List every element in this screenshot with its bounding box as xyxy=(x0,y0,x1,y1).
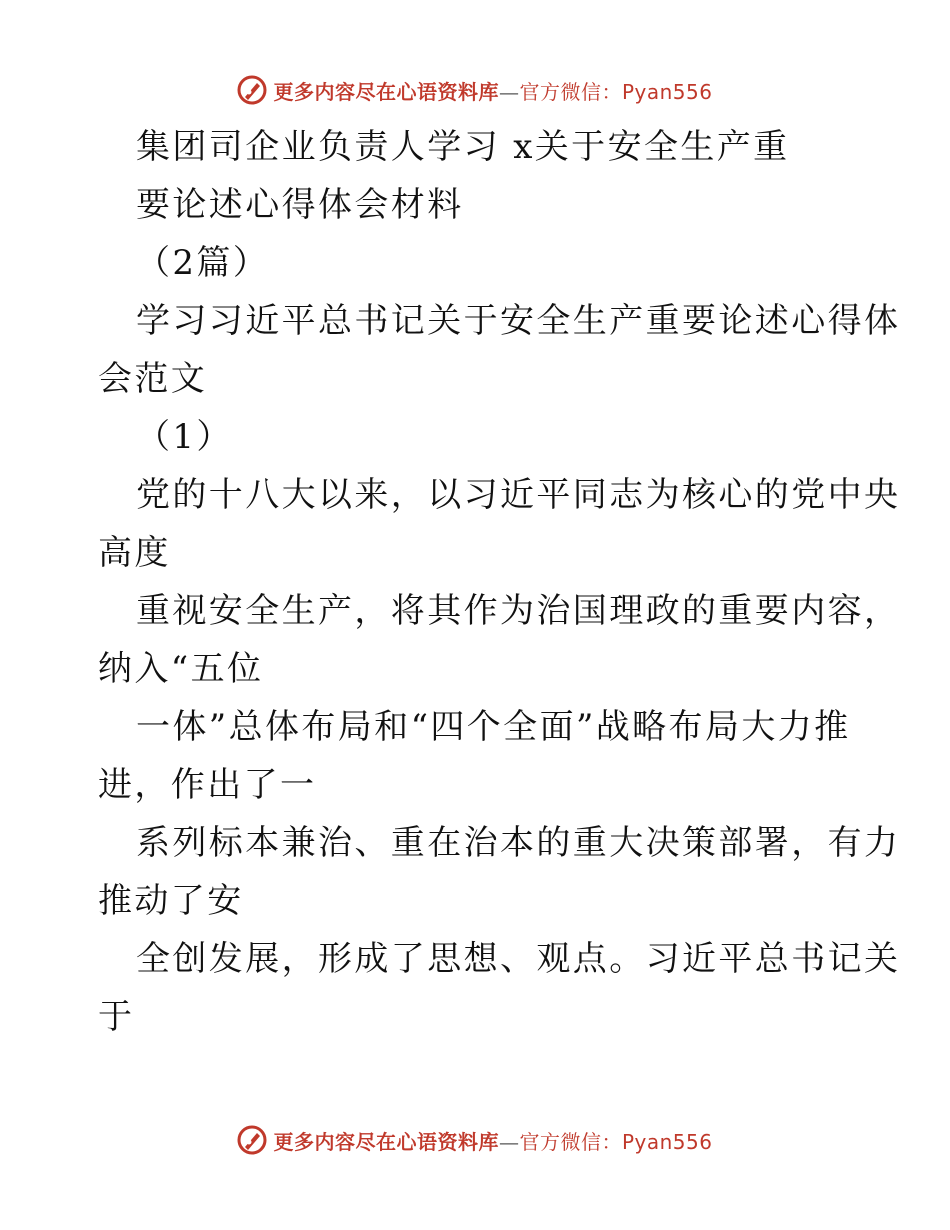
footer-watermark xyxy=(0,1120,950,1160)
section-heading-line-2: 会范文 xyxy=(98,359,208,399)
watermark-text: 更多内容尽在心语资料库—官方微信：Pyan556 xyxy=(273,79,713,104)
pen-logo-icon xyxy=(237,75,267,105)
paragraph-line: 一体”总体布局和“四个全面”战略布局大力推 xyxy=(136,707,851,747)
paragraph-line: 推动了安 xyxy=(98,881,244,921)
watermark-text: 更多内容尽在心语资料库—官方微信：Pyan556 xyxy=(273,1129,713,1154)
document-body xyxy=(98,118,901,1046)
paragraph-line: 进，作出了一 xyxy=(98,765,317,805)
pen-logo-icon xyxy=(237,1125,267,1155)
section-number: （1） xyxy=(136,417,233,457)
title-count: （2篇） xyxy=(136,243,270,283)
paragraph-line: 全创发展，形成了思想、观点。习近平总书记关 xyxy=(136,939,901,979)
title-line-1: 集团司企业负责人学习 x关于安全生产重 xyxy=(136,127,790,167)
paragraph-line: 于 xyxy=(98,997,135,1037)
section-heading-line-1: 学习习近平总书记关于安全生产重要论述心得体 xyxy=(136,301,901,341)
paragraph-line: 重视安全生产，将其作为治国理政的重要内容， xyxy=(136,591,901,631)
title-line-2: 要论述心得体会材料 xyxy=(136,185,464,225)
paragraph-line: 纳入“五位 xyxy=(98,649,264,689)
paragraph-line: 高度 xyxy=(98,533,171,573)
header-watermark xyxy=(0,70,950,110)
paragraph-line: 系列标本兼治、重在治本的重大决策部署，有力 xyxy=(136,823,901,863)
paragraph-line: 党的十八大以来，以习近平同志为核心的党中央 xyxy=(136,475,901,515)
